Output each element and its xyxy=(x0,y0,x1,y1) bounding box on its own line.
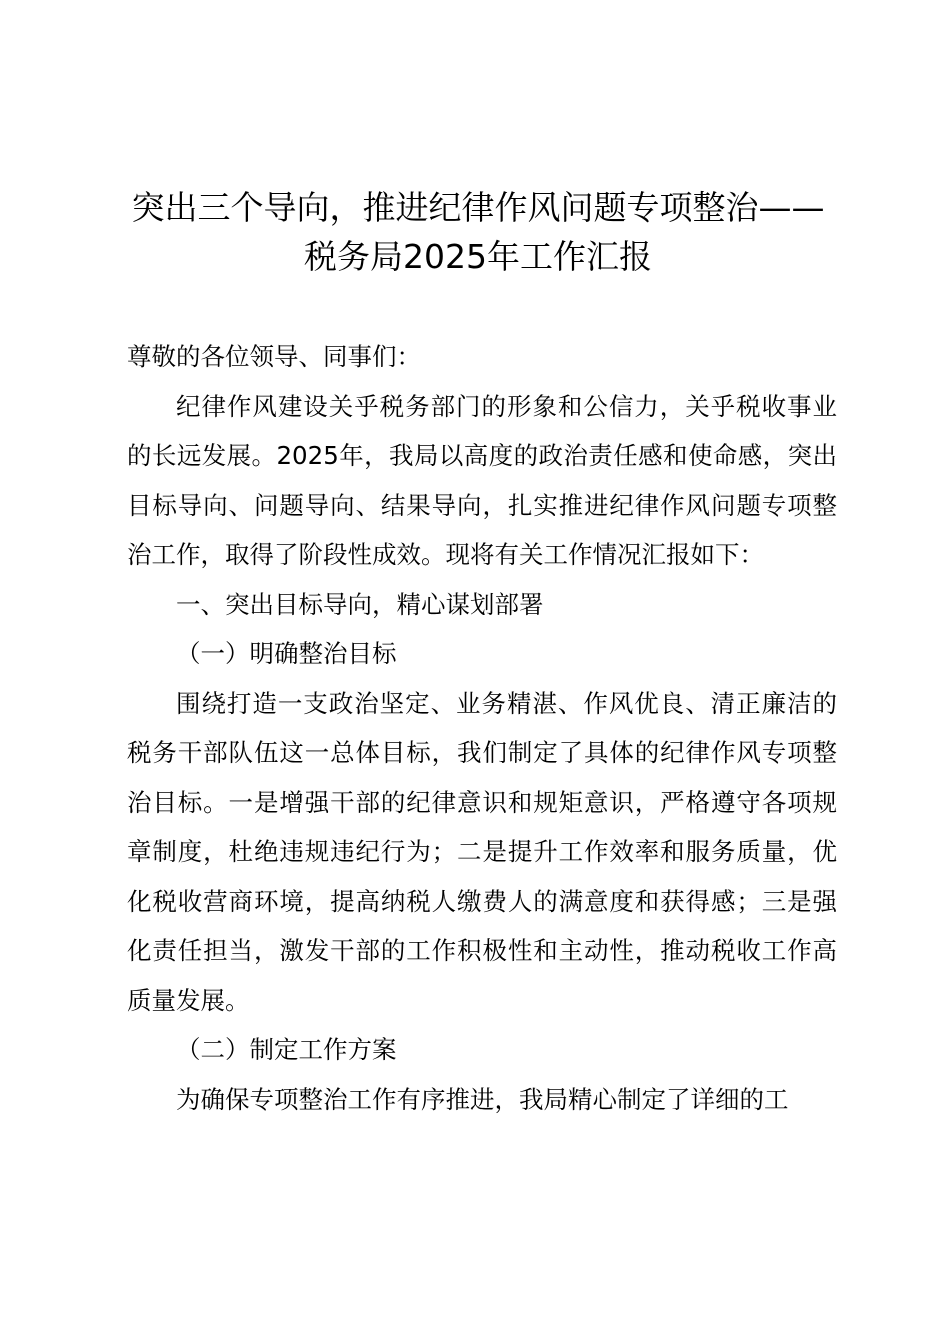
intro-paragraph: 纪律作风建设关乎税务部门的形象和公信力，关乎税收事业的长远发展。2025年，我局以高度的政治责任感和使命感，突出目标导向、问题导向、结果导向，扎实推进纪律作风问题专项整治工作，取得了阶段性成效。现将有关工作情况汇报如下： xyxy=(127,391,837,569)
subsection-heading-2: （二）制定工作方案 xyxy=(176,1035,397,1064)
document-body xyxy=(127,332,837,1124)
document-title: 突出三个导向，推进纪律作风问题专项整治——税务局2025年工作汇报 xyxy=(131,188,825,276)
salutation: 尊敬的各位领导、同事们： xyxy=(127,342,421,371)
body-paragraph-2: 为确保专项整治工作有序推进，我局精心制定了详细的工 xyxy=(176,1084,789,1114)
body-paragraph-1: 围绕打造一支政治坚定、业务精湛、作风优良、清正廉洁的税务干部队伍这一总体目标，我们制定了具体的纪律作风专项整治目标。一是增强干部的纪律意识和规矩意识，严格遵守各项规章制度，杜绝违规违纪行为；二是提升工作效率和服务质量，优化税收营商环境，提高纳税人缴费人的满意度和获得感；三是强化责任担当，激发干部的工作积极性和主动性，推动税收工作高质量发展。 xyxy=(127,688,837,1015)
section-heading-1: 一、突出目标导向，精心谋划部署 xyxy=(176,589,544,619)
subsection-heading-1: （一）明确整治目标 xyxy=(176,639,397,668)
